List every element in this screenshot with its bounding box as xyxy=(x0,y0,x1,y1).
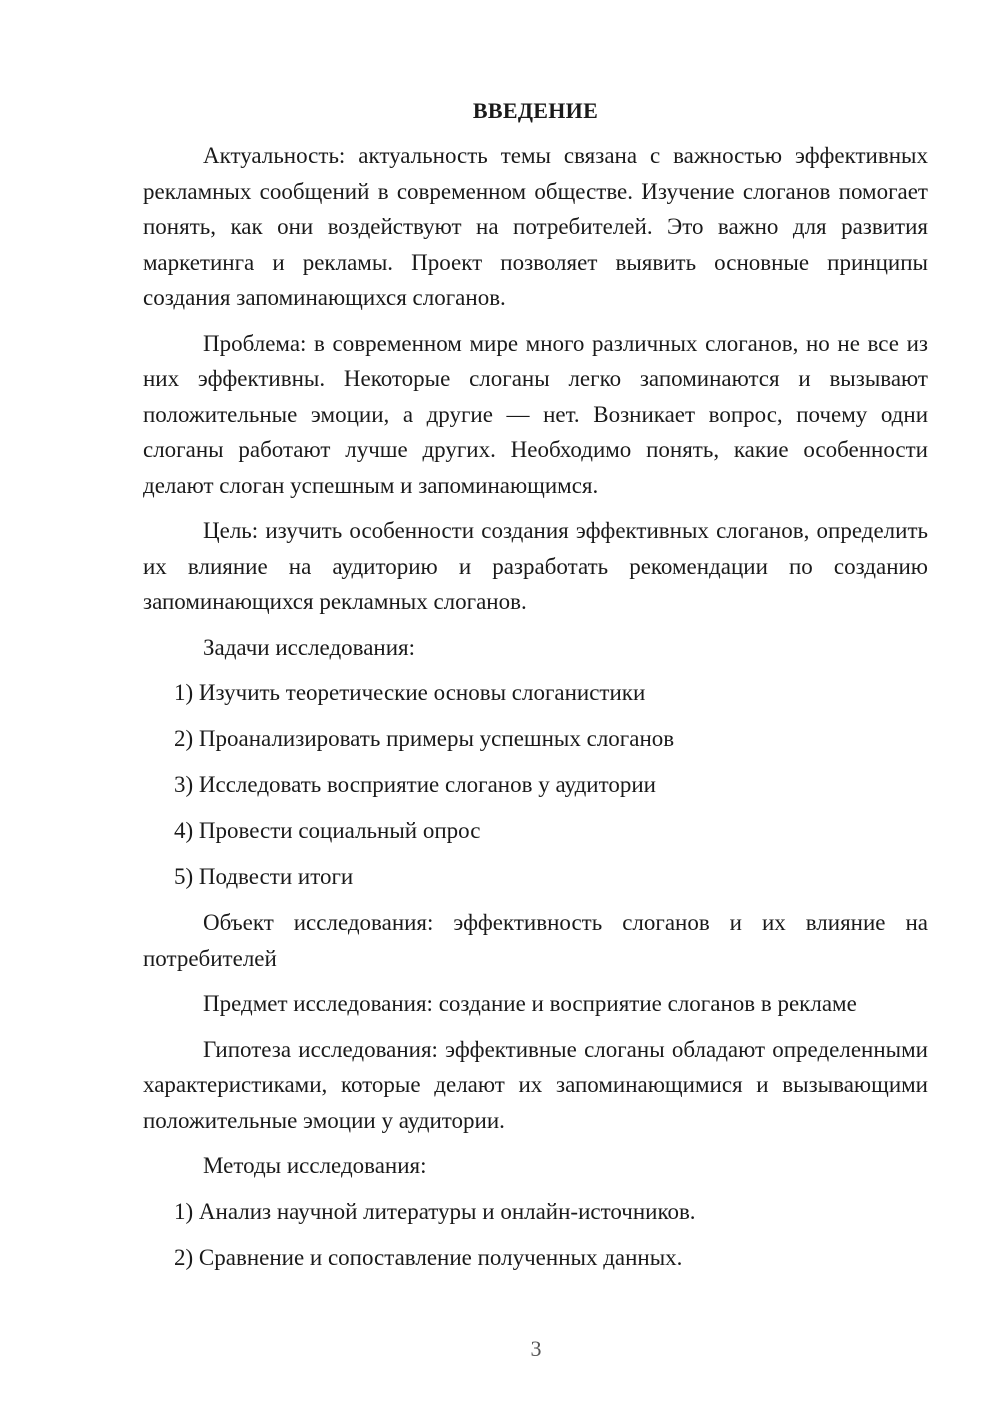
problem-paragraph: Проблема: в современном мире много различных слоганов, но не все из них эффективны. Некоторые слоганы легко запоминаются и вызывают положительные эмоции, а другие — нет. Возникает вопрос, почему одни слоганы работают лучше других. Необходимо понять, какие особенности делают слоган успешным и запоминающимся. xyxy=(143,330,928,498)
methods-heading: Методы исследования: xyxy=(203,1153,427,1178)
object-paragraph: Объект исследования: эффективность слоганов и их влияние на потребителей xyxy=(143,910,928,971)
method-item: 2) Сравнение и сопоставление полученных данных. xyxy=(174,1244,683,1270)
page-title: ВВЕДЕНИЕ xyxy=(472,98,599,123)
goal-paragraph: Цель: изучить особенности создания эффективных слоганов, определить их влияние на аудиторию и разработать рекомендации по созданию запоминающихся рекламных слоганов. xyxy=(143,518,928,614)
task-item: 3) Исследовать восприятие слоганов у аудитории xyxy=(174,772,656,797)
task-item: 2) Проанализировать примеры успешных слоганов xyxy=(174,726,675,751)
tasks-heading: Задачи исследования: xyxy=(203,634,416,660)
method-item: 1) Анализ научной литературы и онлайн-источников. xyxy=(174,1198,696,1224)
subject-paragraph: Предмет исследования: создание и восприятие слоганов в рекламе xyxy=(203,991,857,1016)
hypothesis-paragraph: Гипотеза исследования: эффективные слоганы обладают определенными характеристиками, которые делают их запоминающимися и вызывающими положительные эмоции у аудитории. xyxy=(143,1036,928,1133)
relevance-paragraph: Актуальность: актуальность темы связана с важностью эффективных рекламных сообщений в современном обществе. Изучение слоганов помогает понять, как они воздействуют на потребителей. Это важно для развития маркетинга и рекламы. Проект позволяет выявить основные принципы создания запоминающихся слоганов. xyxy=(143,143,928,310)
task-item: 5) Подвести итоги xyxy=(174,864,354,889)
page-content xyxy=(143,96,928,1286)
page-number: 3 xyxy=(530,1336,542,1361)
task-item: 4) Провести социальный опрос xyxy=(174,818,481,843)
task-item: 1) Изучить теоретические основы слоганистики xyxy=(174,680,646,705)
